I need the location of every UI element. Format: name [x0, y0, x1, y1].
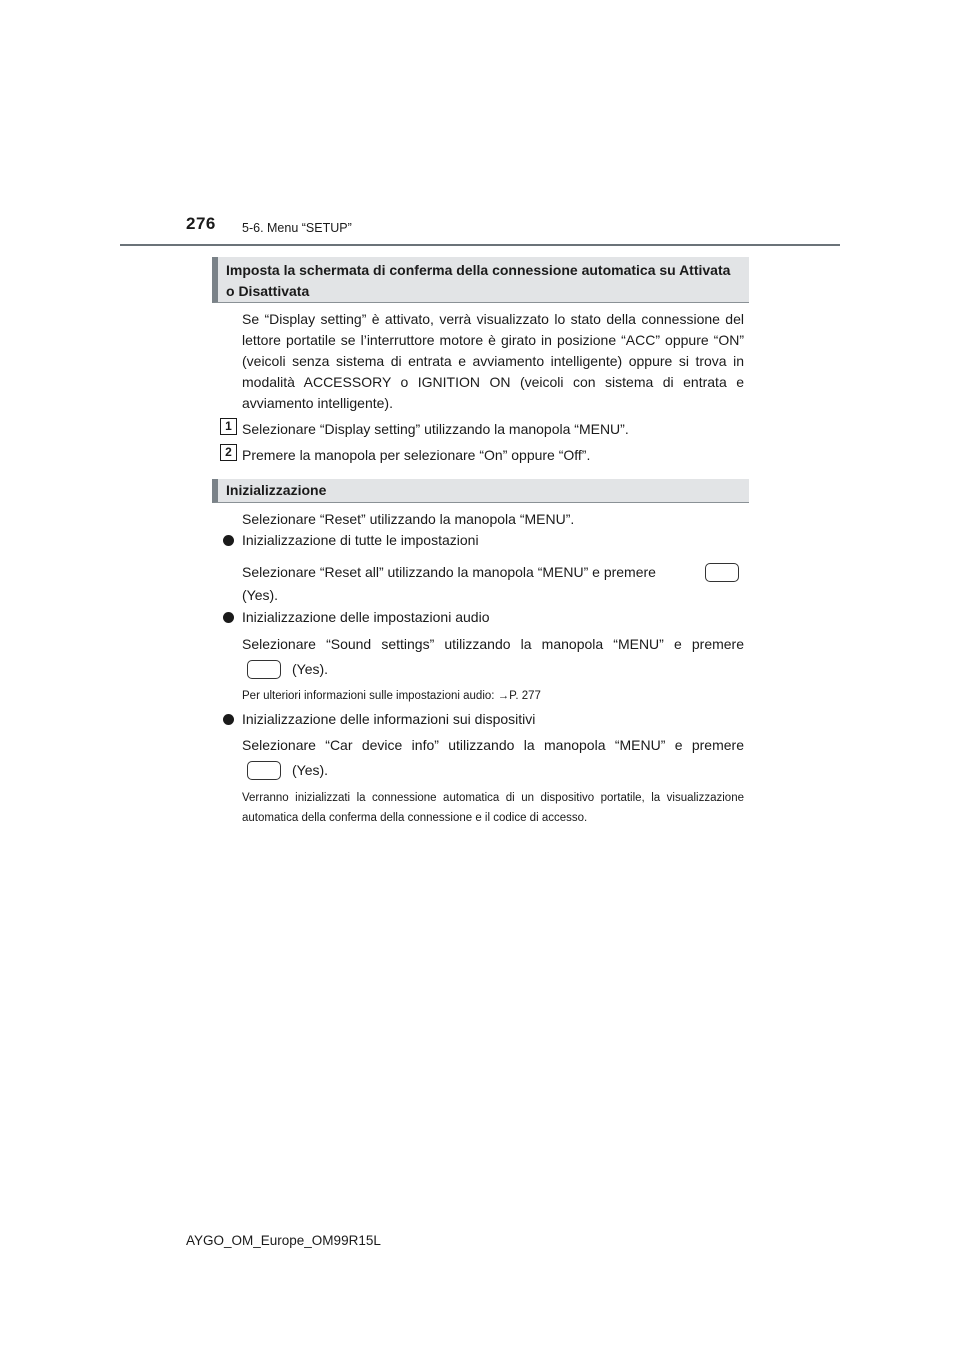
item-instruction: (Yes). [292, 762, 329, 778]
step-number-box: 1 [220, 418, 237, 435]
document-code: AYGO_OM_Europe_OM99R15L [186, 1233, 381, 1248]
item-title: Inizializzazione delle informazioni sui dispositivi [242, 711, 536, 727]
heading-line: o Disattivata [226, 283, 310, 299]
step-text: Premere la manopola per selezionare “On” oppure “Off”. [242, 447, 591, 463]
intro-paragraph: Se “Display setting” è attivato, verrà visualizzato lo stato della connessione del lettore portatile se l’interruttore motore è girato in posizione “ACC” oppure “ON” (veicoli senza sistema di entrata e avviamento intelligente) oppure si trova in modalità ACCESSORY o IGNITION ON (veicoli con sistema di entrata e avviamento intelligente). [242, 311, 744, 411]
step-text: Selezionare “Display setting” utilizzando la manopola “MENU”. [242, 421, 629, 437]
item-instruction: Selezionare “Car device info” utilizzando la manopola “MENU” e premere [242, 737, 744, 753]
yes-key-icon [247, 660, 281, 679]
bullet-icon [223, 612, 234, 623]
bullet-icon [223, 714, 234, 725]
step-number-box: 2 [220, 444, 237, 461]
item-title: Inizializzazione di tutte le impostazioni [242, 532, 479, 548]
section-heading-initialization [212, 479, 749, 503]
item-note: Verranno inizializzati la connessione automatica di un dispositivo portatile, la visualizzazione automatica della conferma della connessione e il codice di accesso. [242, 792, 744, 824]
section-heading-auto-connection [212, 257, 749, 303]
heading-line: Inizializzazione [226, 482, 327, 498]
section-title: 5-6. Menu “SETUP” [242, 221, 352, 235]
header-divider [120, 244, 840, 246]
yes-key-icon [705, 563, 739, 582]
bullet-icon [223, 535, 234, 546]
item-title: Inizializzazione delle impostazioni audio [242, 609, 490, 625]
item-instruction: (Yes). [292, 661, 329, 677]
heading-line: Imposta la schermata di conferma della connessione automatica su Attivata [226, 262, 731, 278]
item-instruction: (Yes). [242, 587, 279, 603]
item-instruction: Selezionare “Reset all” utilizzando la manopola “MENU” e premere [242, 564, 656, 580]
page-number: 276 [186, 214, 216, 233]
intro-paragraph: Selezionare “Reset” utilizzando la manopola “MENU”. [242, 511, 575, 527]
item-instruction: Selezionare “Sound settings” utilizzando la manopola “MENU” e premere [242, 636, 744, 652]
yes-key-icon [247, 761, 281, 780]
item-note: Per ulteriori informazioni sulle impostazioni audio: →P. 277 [242, 690, 541, 702]
